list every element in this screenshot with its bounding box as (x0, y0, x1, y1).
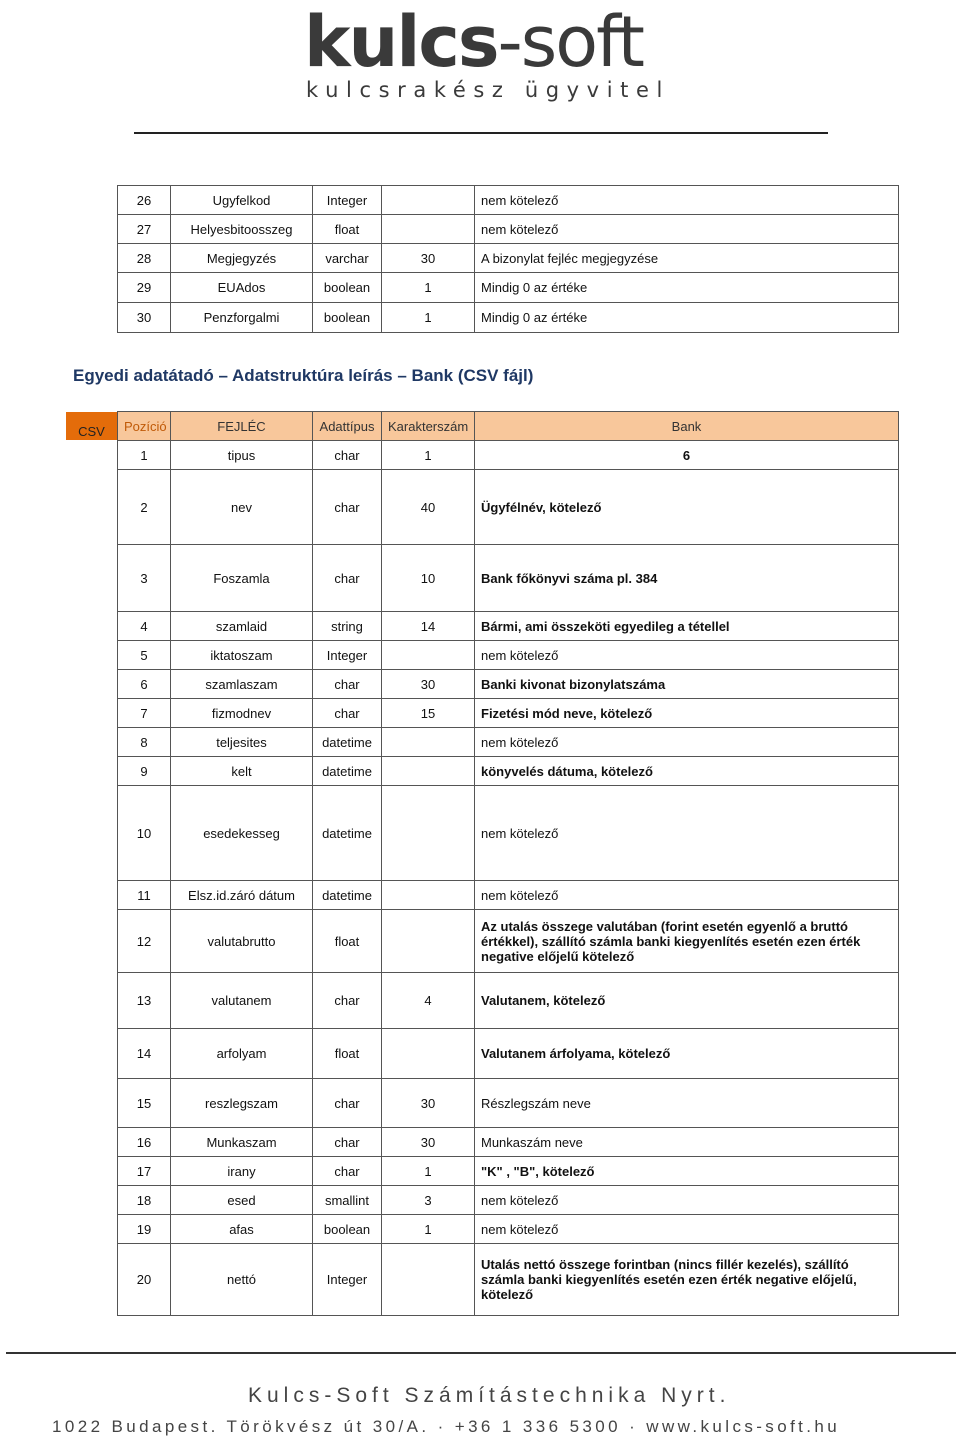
csv-label: CSV (66, 412, 117, 440)
field-name-cell: Ugyfelkod (171, 186, 313, 215)
length-cell: 1 (382, 273, 475, 303)
description-cell: nem kötelező (475, 1215, 899, 1244)
description-cell: Részlegszám neve (475, 1079, 899, 1128)
data-type-cell: char (313, 470, 382, 545)
bank-table-row (118, 1128, 899, 1157)
data-type-cell: char (313, 670, 382, 699)
bank-table-header-row (118, 412, 899, 441)
field-name-cell: afas (171, 1215, 313, 1244)
field-name-cell: esed (171, 1186, 313, 1215)
data-type-cell: char (313, 1079, 382, 1128)
top-table-row (118, 186, 899, 215)
field-name-cell: nettó (171, 1244, 313, 1316)
field-name-cell: reszlegszam (171, 1079, 313, 1128)
data-type-cell: datetime (313, 881, 382, 910)
description-cell: Mindig 0 az értéke (475, 273, 899, 303)
description-cell: Utalás nettó összege forintban (nincs fillér kezelés), szállító számla banki kiegyenlítés esetén ezen érték negative előjelű, kötelező (475, 1244, 899, 1316)
description-cell: nem kötelező (475, 786, 899, 881)
length-cell: 30 (382, 1079, 475, 1128)
data-type-cell: Integer (313, 1244, 382, 1316)
header-divider (134, 132, 828, 134)
description-cell: nem kötelező (475, 728, 899, 757)
length-cell (382, 757, 475, 786)
data-type-cell: string (313, 612, 382, 641)
field-name-cell: Elsz.id.záró dátum (171, 881, 313, 910)
data-type-cell: datetime (313, 757, 382, 786)
field-name-cell: irany (171, 1157, 313, 1186)
bank-table-row (118, 786, 899, 881)
position-cell: 20 (118, 1244, 171, 1316)
length-cell: 30 (382, 670, 475, 699)
description-cell: Bármi, ami összeköti egyedileg a tétellel (475, 612, 899, 641)
data-type-cell: char (313, 441, 382, 470)
description-cell: Banki kivonat bizonylatszáma (475, 670, 899, 699)
description-cell: Munkaszám neve (475, 1128, 899, 1157)
bank-structure-table (117, 411, 899, 1316)
logo-tagline: kulcsrakész ügyvitel (306, 78, 670, 102)
data-type-cell: datetime (313, 786, 382, 881)
data-type-cell: Integer (313, 641, 382, 670)
footer-contact-line: 1022 Budapest. Törökvész út 30/A. · +36 1 336 5300 · www.kulcs-soft.hu (52, 1417, 841, 1436)
data-type-cell: char (313, 699, 382, 728)
position-cell: 3 (118, 545, 171, 612)
bank-table-row (118, 670, 899, 699)
length-cell: 15 (382, 699, 475, 728)
data-type-cell: char (313, 1128, 382, 1157)
position-cell: 2 (118, 470, 171, 545)
length-cell: 1 (382, 303, 475, 333)
length-cell (382, 1244, 475, 1316)
data-type-cell: float (313, 1029, 382, 1079)
data-type-cell: float (313, 215, 382, 244)
description-cell: Bank főkönyvi száma pl. 384 (475, 545, 899, 612)
position-cell: 30 (118, 303, 171, 333)
length-cell (382, 1029, 475, 1079)
position-cell: 11 (118, 881, 171, 910)
position-cell: 17 (118, 1157, 171, 1186)
field-name-cell: Munkaszam (171, 1128, 313, 1157)
header-fields-table-continuation (117, 185, 899, 333)
field-name-cell: esedekesseg (171, 786, 313, 881)
bank-table-row (118, 1157, 899, 1186)
length-cell: 3 (382, 1186, 475, 1215)
footer-divider (6, 1352, 956, 1354)
length-cell (382, 881, 475, 910)
data-type-cell: datetime (313, 728, 382, 757)
data-type-cell: smallint (313, 1186, 382, 1215)
description-cell: Valutanem árfolyama, kötelező (475, 1029, 899, 1079)
data-type-cell: boolean (313, 303, 382, 333)
field-name-cell: Penzforgalmi (171, 303, 313, 333)
position-cell: 1 (118, 441, 171, 470)
length-cell: 30 (382, 1128, 475, 1157)
length-cell: 4 (382, 973, 475, 1029)
position-cell: 10 (118, 786, 171, 881)
description-cell: nem kötelező (475, 1186, 899, 1215)
field-name-cell: Megjegyzés (171, 244, 313, 273)
length-cell (382, 728, 475, 757)
bank-table-row (118, 470, 899, 545)
position-cell: 26 (118, 186, 171, 215)
description-cell: Fizetési mód neve, kötelező (475, 699, 899, 728)
position-cell: 6 (118, 670, 171, 699)
field-name-cell: EUAdos (171, 273, 313, 303)
bank-table-row (118, 1079, 899, 1128)
position-cell: 29 (118, 273, 171, 303)
bank-table-row (118, 612, 899, 641)
field-name-cell: arfolyam (171, 1029, 313, 1079)
length-cell (382, 910, 475, 973)
position-cell: 28 (118, 244, 171, 273)
header-fejlec: FEJLÉC (171, 412, 313, 441)
position-cell: 18 (118, 1186, 171, 1215)
bank-table-row (118, 641, 899, 670)
length-cell: 40 (382, 470, 475, 545)
logo-wordmark: kulcs-soft (304, 1, 643, 83)
field-name-cell: szamlaszam (171, 670, 313, 699)
bank-table-row (118, 910, 899, 973)
length-cell: 10 (382, 545, 475, 612)
description-cell: Ügyfélnév, kötelező (475, 470, 899, 545)
data-type-cell: Integer (313, 186, 382, 215)
data-type-cell: char (313, 1157, 382, 1186)
description-cell: "K" , "B", kötelező (475, 1157, 899, 1186)
position-cell: 13 (118, 973, 171, 1029)
position-cell: 7 (118, 699, 171, 728)
position-cell: 16 (118, 1128, 171, 1157)
position-cell: 19 (118, 1215, 171, 1244)
description-cell: Mindig 0 az értéke (475, 303, 899, 333)
description-cell: könyvelés dátuma, kötelező (475, 757, 899, 786)
kulcs-soft-logo (300, 0, 680, 110)
bank-table-row (118, 1186, 899, 1215)
data-type-cell: char (313, 973, 382, 1029)
top-table-row (118, 244, 899, 273)
header-karakterszam: Karakterszám (382, 412, 475, 441)
header-bank: Bank (475, 412, 899, 441)
description-cell: nem kötelező (475, 186, 899, 215)
description-cell: Valutanem, kötelező (475, 973, 899, 1029)
length-cell: 1 (382, 1157, 475, 1186)
field-name-cell: Helyesbitoosszeg (171, 215, 313, 244)
data-type-cell: char (313, 545, 382, 612)
field-name-cell: nev (171, 470, 313, 545)
position-cell: 9 (118, 757, 171, 786)
bank-table-row (118, 441, 899, 470)
length-cell: 14 (382, 612, 475, 641)
bank-table-row (118, 728, 899, 757)
field-name-cell: kelt (171, 757, 313, 786)
description-cell: Az utalás összege valutában (forint esetén egyenlő a bruttó értékkel), szállító számla banki kiegyenlítés esetén ezen érték negative előjelű kötelező (475, 910, 899, 973)
top-table-row (118, 303, 899, 333)
field-name-cell: teljesites (171, 728, 313, 757)
field-name-cell: iktatoszam (171, 641, 313, 670)
header-adattipus: Adattípus (313, 412, 382, 441)
top-table-row (118, 273, 899, 303)
bank-table-row (118, 757, 899, 786)
bank-table-row (118, 973, 899, 1029)
position-cell: 27 (118, 215, 171, 244)
header-pozicio: Pozíció (118, 412, 171, 441)
length-cell (382, 641, 475, 670)
position-cell: 5 (118, 641, 171, 670)
top-table-row (118, 215, 899, 244)
field-name-cell: Foszamla (171, 545, 313, 612)
data-type-cell: float (313, 910, 382, 973)
section-title: Egyedi adatátadó – Adatstruktúra leírás – Bank (CSV fájl) (73, 366, 534, 385)
bank-table-row (118, 699, 899, 728)
position-cell: 14 (118, 1029, 171, 1079)
position-cell: 12 (118, 910, 171, 973)
field-name-cell: szamlaid (171, 612, 313, 641)
length-cell: 1 (382, 441, 475, 470)
position-cell: 15 (118, 1079, 171, 1128)
position-cell: 8 (118, 728, 171, 757)
description-cell: A bizonylat fejléc megjegyzése (475, 244, 899, 273)
length-cell: 1 (382, 1215, 475, 1244)
description-cell: 6 (475, 441, 899, 470)
bank-table-row (118, 881, 899, 910)
field-name-cell: fizmodnev (171, 699, 313, 728)
length-cell (382, 186, 475, 215)
data-type-cell: varchar (313, 244, 382, 273)
bank-table-row (118, 545, 899, 612)
field-name-cell: tipus (171, 441, 313, 470)
description-cell: nem kötelező (475, 881, 899, 910)
bank-table-row (118, 1215, 899, 1244)
length-cell (382, 786, 475, 881)
bank-table-row (118, 1244, 899, 1316)
length-cell (382, 215, 475, 244)
position-cell: 4 (118, 612, 171, 641)
bank-table-row (118, 1029, 899, 1079)
length-cell: 30 (382, 244, 475, 273)
data-type-cell: boolean (313, 273, 382, 303)
field-name-cell: valutabrutto (171, 910, 313, 973)
description-cell: nem kötelező (475, 215, 899, 244)
field-name-cell: valutanem (171, 973, 313, 1029)
description-cell: nem kötelező (475, 641, 899, 670)
data-type-cell: boolean (313, 1215, 382, 1244)
footer-company-name: Kulcs-Soft Számítástechnika Nyrt. (248, 1384, 731, 1407)
